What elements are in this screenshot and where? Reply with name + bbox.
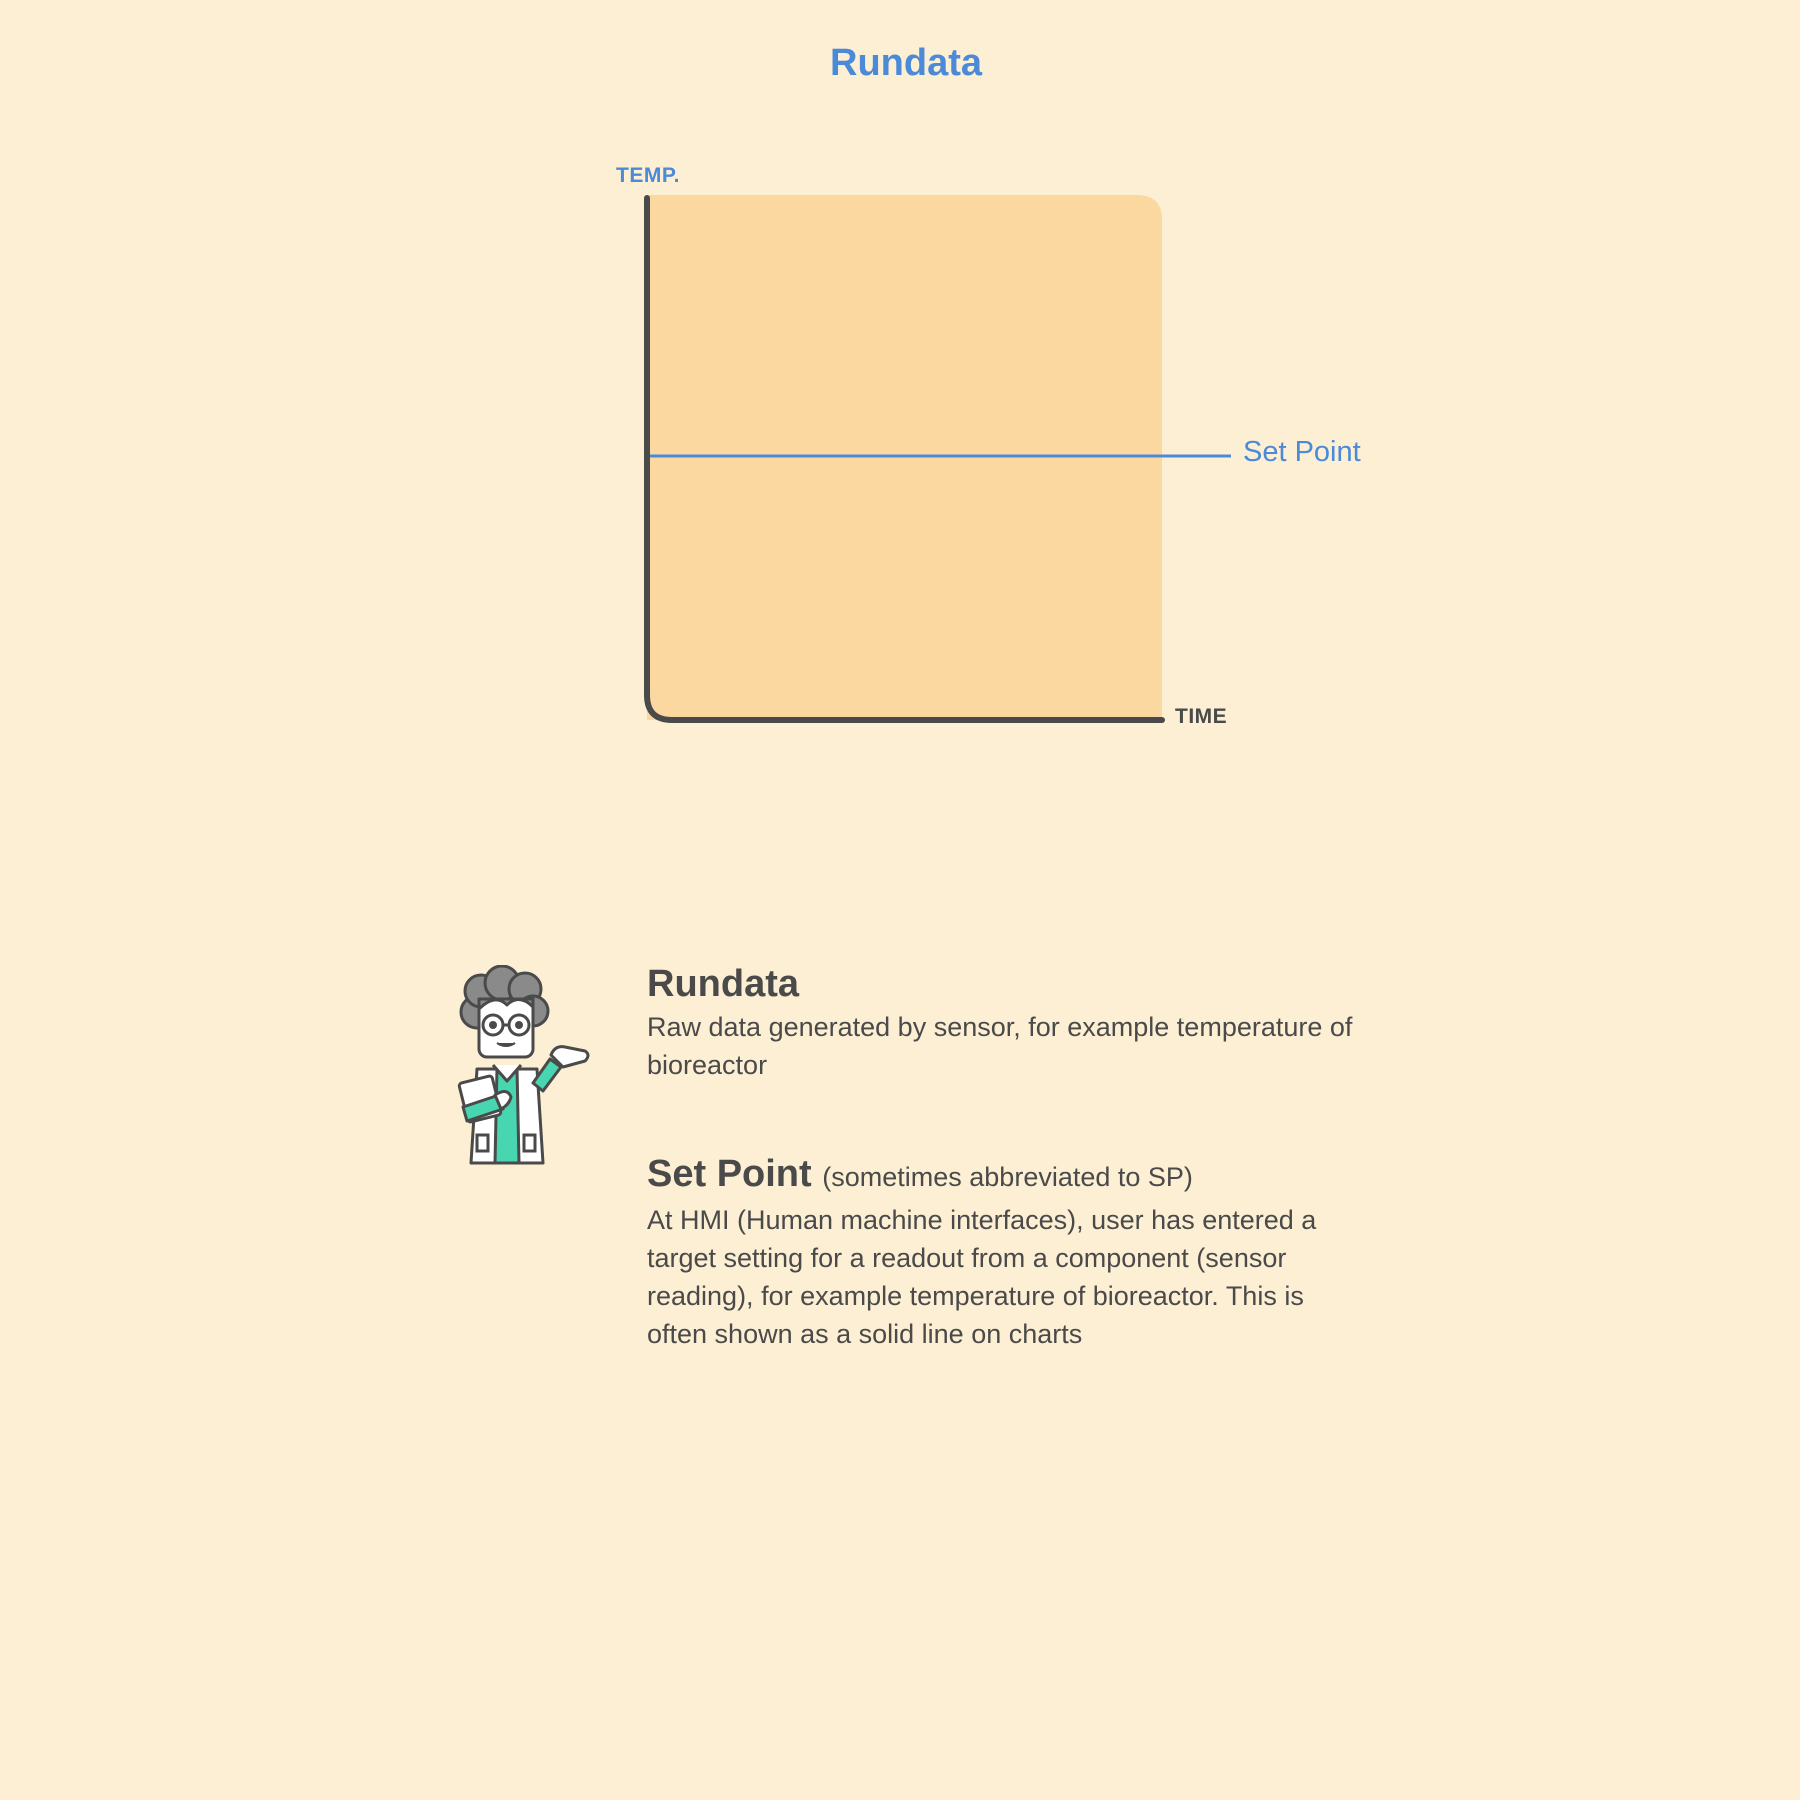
x-axis-label: TIME xyxy=(1175,705,1228,728)
term-title: Set Point xyxy=(647,1153,812,1195)
definition-set-point xyxy=(647,1150,1367,1353)
y-axis-label: TEMP. xyxy=(616,164,680,187)
term-note: (sometimes abbreviated to SP) xyxy=(822,1162,1193,1192)
definition-rundata xyxy=(647,960,1367,1084)
term-description: Raw data generated by sensor, for example temperature of bioreactor xyxy=(647,1012,1353,1080)
scientist-icon xyxy=(455,965,595,1175)
page-title: Rundata xyxy=(830,42,982,84)
set-point-label: Set Point xyxy=(1243,436,1361,468)
term-title: Rundata xyxy=(647,963,799,1005)
rundata-diagram xyxy=(0,0,1800,800)
term-description: At HMI (Human machine interfaces), user has entered a target setting for a readout from a component (sensor reading), for example temperature of bioreactor. This is often shown as a solid line on charts xyxy=(647,1205,1317,1349)
